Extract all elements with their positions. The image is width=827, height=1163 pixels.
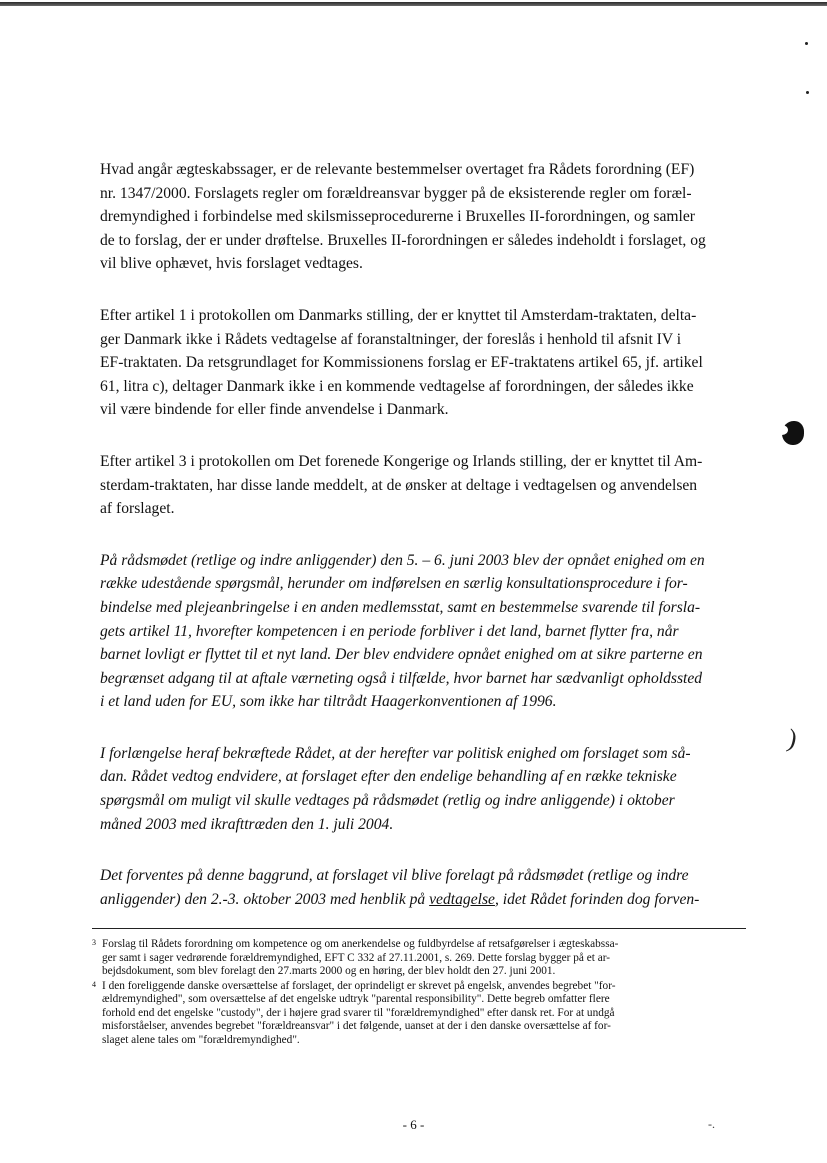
footnote-number: 4: [92, 979, 96, 989]
footnote-number: 3: [92, 938, 96, 947]
footnotes: [92, 938, 746, 1047]
footnote-line: misforståelser, anvendes begrebet "forældreansvar" i det følgende, uanset at der i den danske oversættelse af for-: [102, 1020, 611, 1032]
scan-speck: [805, 42, 808, 45]
scan-speck: [806, 91, 809, 94]
text-line: række udestående spørgsmål, herunder om indførelsen en særlig konsultationsprocedure i for-: [100, 575, 688, 593]
text-line: I forlængelse heraf bekræftede Rådet, at der herefter var politisk enighed om forslaget som så-: [100, 744, 691, 762]
text-line: På rådsmødet (retlige og indre anliggender) den 5. – 6. juni 2003 blev der opnået enighed om en: [100, 551, 705, 569]
text-line: begrænset adgang til at aftale værneting også i tilfælde, hvor barnet har sædvanligt opholdssted: [100, 669, 703, 687]
underlined-word: vedtagelse: [429, 890, 495, 908]
paragraph-5: [100, 742, 748, 836]
paragraph-6: [100, 864, 748, 911]
paragraph-1: [100, 158, 748, 276]
corner-mark: -.: [708, 1117, 715, 1131]
text-line: sterdam-traktaten, har disse lande meddelt, at de ønsker at deltage i vedtagelsen og anvendelsen: [100, 476, 698, 494]
text-line: af forslaget.: [100, 500, 175, 518]
punch-hole-mark: [782, 421, 804, 445]
footnote-line: ger samt i sager vedrørende forældremyndighed, EFT C 332 af 27.11.2001, s. 269. Dette forslag bygger på et ar-: [102, 951, 611, 964]
text-line: Det forventes på denne baggrund, at forslaget vil blive forelagt på rådsmødet (retlige og indre: [100, 867, 689, 885]
text-line: Efter artikel 3 i protokollen om Det forenede Kongerige og Irlands stilling, der er knyttet til Am-: [100, 452, 703, 470]
scan-top-rule: [0, 2, 827, 6]
text-line: vil blive ophævet, hvis forslaget vedtages.: [100, 255, 363, 273]
paragraph-2: [100, 304, 748, 422]
text-line: dremyndighed i forbindelse med skilsmisseprocedurerne i Bruxelles II-forordningen, og samler: [100, 208, 695, 226]
footnote-4: [92, 980, 746, 1048]
footnote-3: [92, 938, 746, 979]
paragraph-4: [100, 549, 748, 714]
footnote-line: slaget alene tales om "forældremyndighed".: [102, 1033, 300, 1046]
footnote-separator: [92, 928, 746, 929]
text-line: i et land uden for EU, som ikke har tiltrådt Haagerkonventionen af 1996.: [100, 693, 557, 711]
text-fragment: anliggender) den 2.-3. oktober 2003 med henblik på: [100, 890, 430, 908]
footnote-line: ældremyndighed", som oversættelse af det engelske udtryk "parental responsibility". Dette begreb omfatter flere: [102, 993, 610, 1005]
text-line: barnet lovligt er flyttet til et nyt land. Der blev endvidere opnået enighed om at sikre parterne en: [100, 646, 703, 664]
text-line: spørgsmål om muligt vil skulle vedtages på rådsmødet (retlig og indre anliggende) i oktober: [100, 792, 675, 810]
text-line: nr. 1347/2000. Forslagets regler om forældreansvar bygger på de eksisterende regler om foræl-: [100, 184, 692, 202]
text-line: ger Danmark ikke i Rådets vedtagelse af foranstaltninger, der foreslås i henhold til afsnit IV i: [100, 330, 682, 348]
text-line: de to forslag, der er under drøftelse. Bruxelles II-forordningen er således indeholdt i forslaget, og: [100, 231, 706, 249]
footnote-line: I den foreliggende danske oversættelse af forslaget, der oprindeligt er skrevet på engelsk, anvendes begrebet "for-: [102, 979, 616, 992]
margin-mark: ): [785, 723, 800, 754]
text-line: dan. Rådet vedtog endvidere, at forslaget efter den endelige behandling af en række tekniske: [100, 768, 677, 786]
paragraph-3: [100, 450, 748, 521]
text-line: 61, litra c), deltager Danmark ikke i en kommende vedtagelse af forordningen, der således ikke: [100, 377, 694, 395]
page-number: - 6 -: [402, 1117, 425, 1132]
text-line: Efter artikel 1 i protokollen om Danmarks stilling, der er knyttet til Amsterdam-traktaten, delta-: [100, 306, 697, 324]
text-line: bindelse med plejeanbringelse i en anden medlemsstat, samt en bestemmelse svarende til forsla-: [100, 598, 701, 616]
text-line: EF-traktaten. Da retsgrundlaget for Kommissionens forslag er EF-traktatens artikel 65, jf. artikel: [100, 354, 703, 372]
text-line: [100, 888, 748, 912]
footnote-line: forhold end det engelske "custody", der i højere grad svarer til "forældremyndighed" efter dansk ret. For at undgå: [102, 1006, 615, 1019]
text-line: Hvad angår ægteskabssager, er de relevante bestemmelser overtaget fra Rådets forordning (EF): [100, 161, 695, 178]
document-body: [100, 158, 748, 939]
text-fragment: , idet Rådet forinden dog forven-: [494, 890, 700, 908]
footnote-line: bejdsdokument, som blev forelagt den 27.marts 2000 og en høring, der blev holdt den 27. juni 2001.: [102, 965, 556, 977]
footnote-line: Forslag til Rådets forordning om kompetence og om anerkendelse og fuldbyrdelse af retsafgørelser i ægteskabssa-: [102, 938, 619, 950]
text-line: vil være bindende for eller finde anvendelse i Danmark.: [100, 401, 449, 419]
text-line: gets artikel 11, hvorefter kompetencen i en periode forbliver i det land, barnet flytter fra, når: [100, 622, 679, 640]
text-line: måned 2003 med ikrafttræden den 1. juli 2004.: [100, 815, 394, 833]
